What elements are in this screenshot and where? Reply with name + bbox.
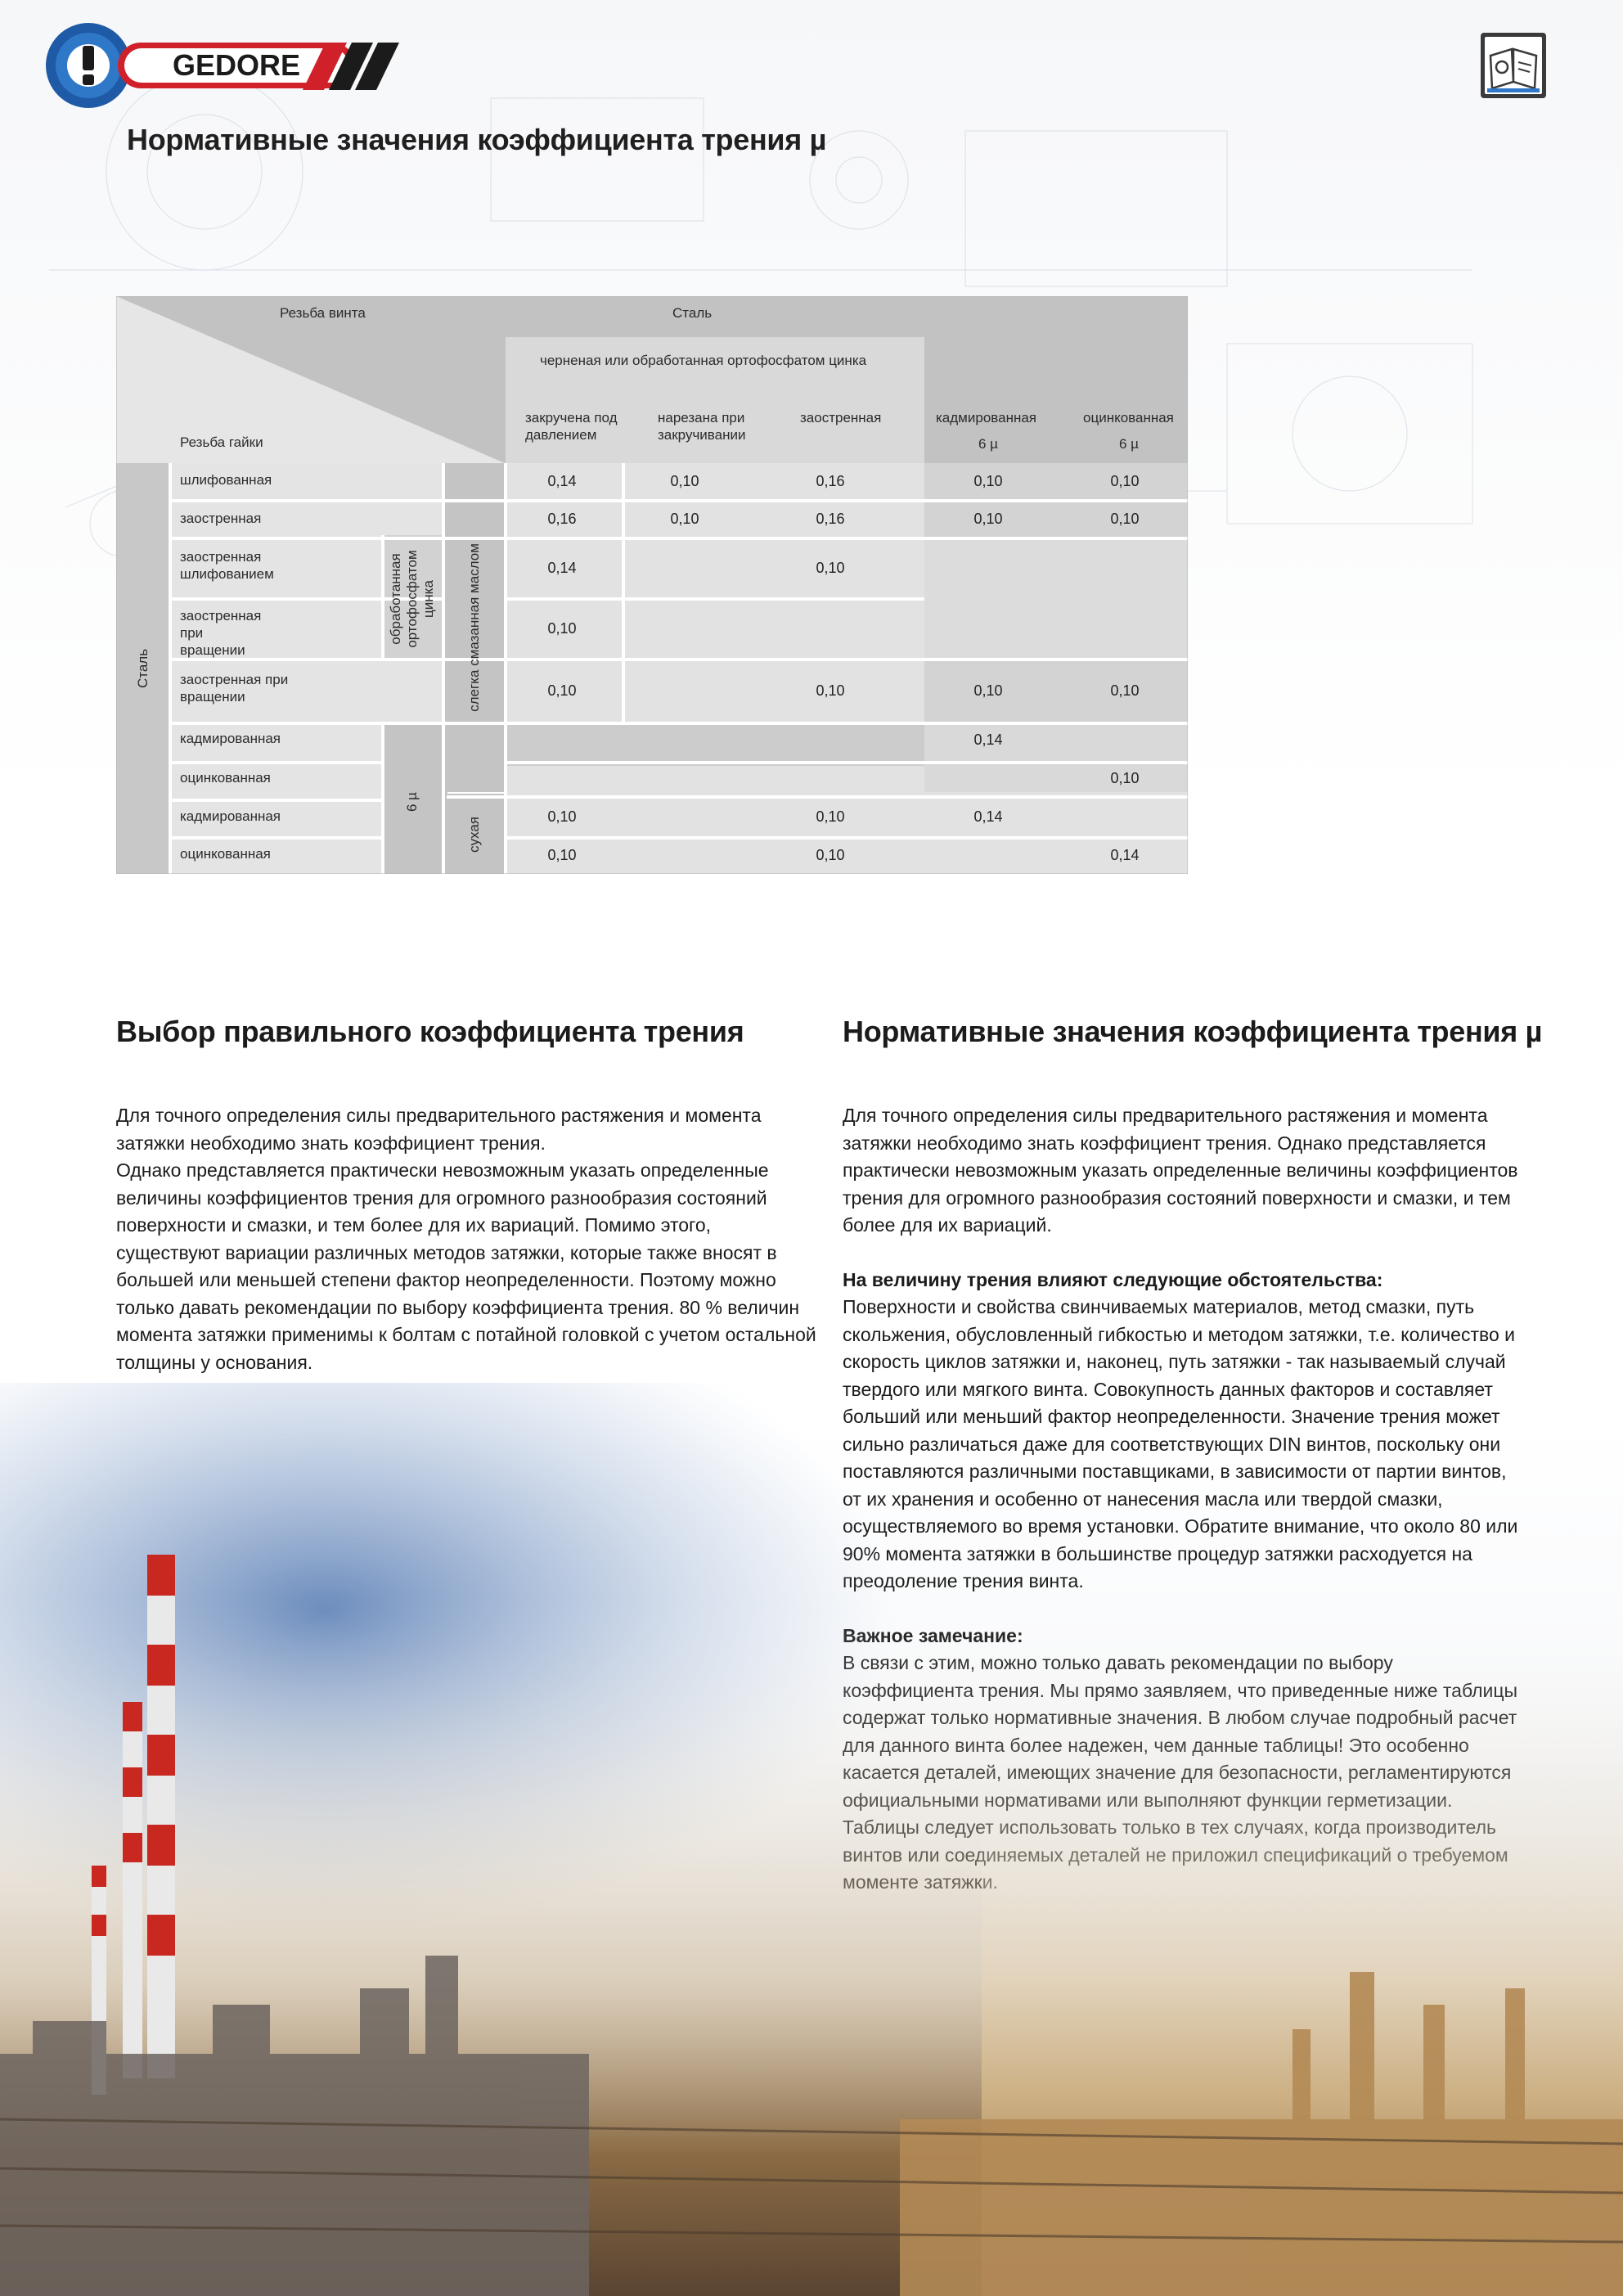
gedore-logo	[43, 23, 411, 113]
cell-value: 0,10	[973, 473, 1003, 489]
left-section-title: Выбор правильного коэффициента трения	[116, 1015, 744, 1048]
row-label: кадмированная	[180, 731, 281, 746]
cell-value: 0,14	[973, 732, 1003, 748]
cell-value: 0,10	[547, 808, 577, 825]
paragraph: Для точного определения силы предварительного растяжения и момента затяжки необходимо знать коэффициент трения. Однако представляется практически невозможным указать определенные величины коэффициентов трения для огромного разнообразия состояний поверхности и смазки, и тем более для их вариаций.	[843, 1105, 1518, 1236]
cell-value: 0,16	[816, 511, 845, 527]
col-sharp: заостренная	[800, 410, 882, 425]
cell-value: 0,10	[670, 473, 699, 489]
cell-value: 0,10	[547, 620, 577, 637]
paragraph: Однако представляется практически невозможным указать определенные величины коэффициентов трения для огромного разнообразия состояний поверхности и смазки, и тем более для их вариаций. Помимо этого, существуют вариации различных методов затяжки, которые также вносят в большей или меньшей степени фактор неопределенности. Поэтому можно только давать рекомендации по выбору коэффициента трения. 80 % величин момента затяжки применимы к болтам с потайной головкой с учетом остальной толщины у основания.	[116, 1159, 816, 1373]
cell-value: 0,10	[816, 560, 845, 576]
cell-value: 0,14	[547, 473, 577, 489]
friction-coefficient-table	[116, 296, 1188, 874]
row-label: заостренная при вращении	[180, 672, 289, 705]
col-cadmium: кадмированная	[936, 410, 1037, 425]
table-background	[116, 296, 1188, 874]
cell-value: 0,10	[1110, 473, 1140, 489]
cell-value: 0,14	[547, 560, 577, 576]
row-label: заостренная при вращении	[180, 608, 262, 658]
cell-value: 0,10	[670, 511, 699, 527]
page-title: Нормативные значения коэффициента трения µ	[127, 123, 827, 156]
brand-name-text: GEDORE	[172, 48, 301, 82]
row-label: шлифованная	[180, 472, 272, 488]
col-cadmium-sub: 6 µ	[978, 436, 998, 452]
cell-value: 0,14	[973, 808, 1003, 825]
row-label: заостренная шлифованием	[180, 549, 274, 582]
header-screw-thread: Резьба винта	[280, 305, 366, 321]
header-black-phosphate: черненая или обработанная ортофосфатом цинка	[540, 353, 867, 368]
cell-value: 0,16	[547, 511, 577, 527]
left-section-body	[116, 1102, 820, 1376]
col-pressed: закручена под давлением	[525, 410, 618, 443]
row-label: заостренная	[180, 511, 262, 526]
paragraph: Поверхности и свойства свинчиваемых материалов, метод смазки, путь скольжения, обусловленный гибкостью и методом затяжки, т.е. количество и скорость циклов затяжки и, наконец, путь затяжки - так называемый случай	[843, 1296, 1515, 1372]
row-label: оцинкованная	[180, 846, 271, 862]
cell-value: 0,10	[547, 682, 577, 699]
row-label: оцинкованная	[180, 770, 271, 786]
cell-value: 0,10	[547, 847, 577, 863]
group-oiled: слегка смазанная маслом	[466, 543, 482, 712]
header-nut-thread: Резьба гайки	[180, 434, 263, 450]
row-label: кадмированная	[180, 808, 281, 824]
group-dry: сухая	[466, 817, 482, 853]
paragraph: Для точного определения силы предварительного растяжения и момента затяжки необходимо знать коэффициент трения.	[116, 1105, 762, 1154]
right-section-title: Нормативные значения коэффициента трения µ	[843, 1015, 1543, 1048]
manual-book-icon	[1479, 31, 1548, 100]
refinery-photo	[0, 1383, 1623, 2296]
cell-value: 0,10	[816, 682, 845, 699]
header-steel: Сталь	[672, 305, 713, 321]
group-6mu: 6 µ	[404, 792, 420, 812]
row-group-steel: Сталь	[135, 648, 151, 689]
cell-value: 0,14	[1110, 847, 1140, 863]
group-zinc-phosphate: обработанная ортофосфатом цинка	[388, 550, 436, 648]
subheading: На величину трения влияют следующие обстоятельства:	[843, 1268, 1383, 1290]
cell-value: 0,10	[816, 847, 845, 863]
col-cut: нарезана при закручивании	[658, 410, 746, 443]
cell-value: 0,10	[1110, 682, 1140, 699]
cell-value: 0,16	[816, 473, 845, 489]
cell-value: 0,10	[973, 682, 1003, 699]
cell-value: 0,10	[816, 808, 845, 825]
cell-value: 0,10	[1110, 770, 1140, 786]
cell-value: 0,10	[1110, 511, 1140, 527]
col-zinc-sub: 6 µ	[1119, 436, 1139, 452]
cell-value: 0,10	[973, 511, 1003, 527]
col-zinc: оцинкованная	[1083, 410, 1174, 425]
